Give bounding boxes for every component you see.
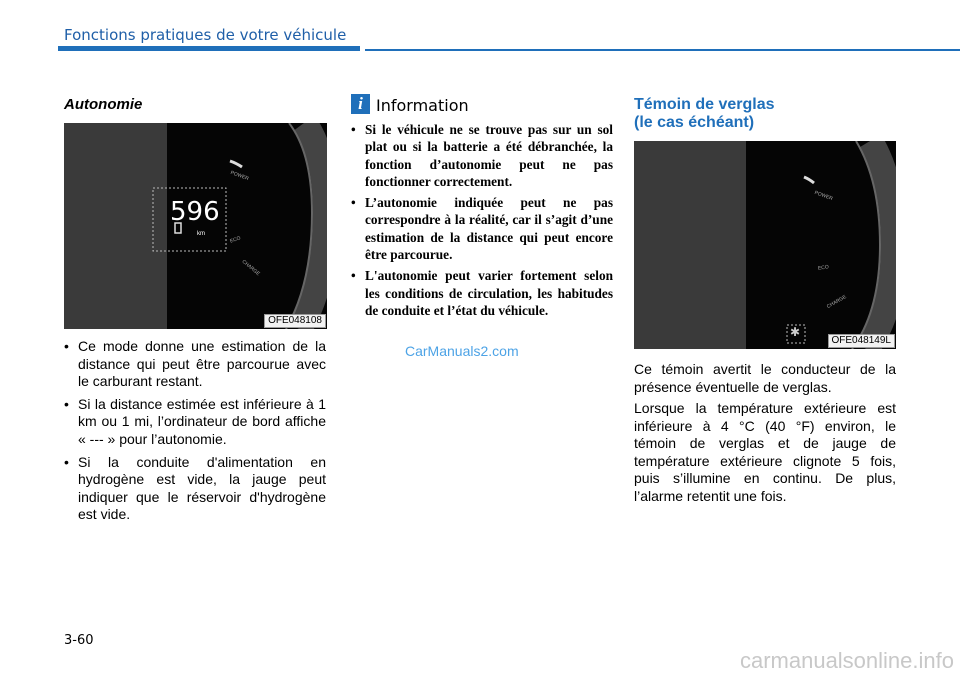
autonomie-title: Autonomie: [64, 96, 143, 113]
snowflake-icon: ✱: [790, 325, 801, 339]
gauge-label-power: POWER: [813, 189, 834, 203]
list-item: • L’autonomie indiquée peut ne pas correspondre à la réalité, car il s’agit d’une estimation de la distance qui peut encore être parcourue.: [351, 194, 613, 263]
autonomie-bullets: [64, 338, 326, 529]
range-reading: 596: [170, 197, 220, 227]
image-code: OFE048108: [264, 314, 326, 328]
footer-watermark: carmanualsonline.info: [739, 648, 954, 673]
gauge-label-eco: ECO: [229, 235, 242, 245]
page-number: 3-60: [64, 633, 94, 648]
watermark-link[interactable]: CarManuals2.com: [405, 343, 519, 359]
ice-warning-title: Témoin de verglas (le cas échéant): [634, 96, 775, 131]
list-item: • Si la conduite d'alimentation en hydrogène est vide, la jauge peut indiquer que le réservoir d'hydrogène est vide.: [64, 454, 326, 524]
image-code: OFE048149L: [828, 334, 896, 348]
header-rule-thick: [58, 46, 360, 51]
list-item: • L'autonomie peut varier fortement selon les conditions de circulation, les habitudes de conduite et l’état du véhicule.: [351, 267, 613, 319]
header-rule-thin: [365, 49, 960, 51]
section-header: Fonctions pratiques de votre véhicule: [64, 26, 347, 44]
gauge-label-charge: CHARGE: [825, 294, 848, 310]
cluster-gauge-drawing: [634, 141, 896, 349]
ice-warning-cluster-image: [634, 141, 896, 349]
info-icon: i: [351, 94, 370, 114]
list-item: • Si la distance estimée est inférieure à 1 km ou 1 mi, l’ordinateur de bord affiche « --- » pour l’autonomie.: [64, 396, 326, 449]
ice-warning-paragraph-2: Lorsque la température extérieure est inférieure à 4 °C (40 °F) environ, le témoin de verglas et de jauge de température extérieure clignote 5 fois, puis s’illumine en continu. De plus, l’alarme retentit une fois.: [634, 400, 896, 504]
ice-warning-paragraph-1: Ce témoin avertit le conducteur de la présence éventuelle de verglas.: [634, 361, 896, 395]
range-unit: km: [197, 231, 205, 237]
information-title: Information: [376, 96, 469, 115]
autonomy-cluster-image: [64, 123, 327, 329]
information-bullets: [351, 121, 613, 323]
list-item: • Ce mode donne une estimation de la distance qui peut être parcourue avec le carburant restant.: [64, 338, 326, 391]
gauge-label-power: POWER: [229, 169, 250, 183]
gauge-label-charge: CHARGE: [240, 258, 261, 278]
gauge-label-eco: ECO: [817, 264, 830, 272]
list-item: • Si le véhicule ne se trouve pas sur un sol plat ou si la batterie a été débranchée, la fonction d’autonomie peut ne pas fonctionner correctement.: [351, 121, 613, 190]
